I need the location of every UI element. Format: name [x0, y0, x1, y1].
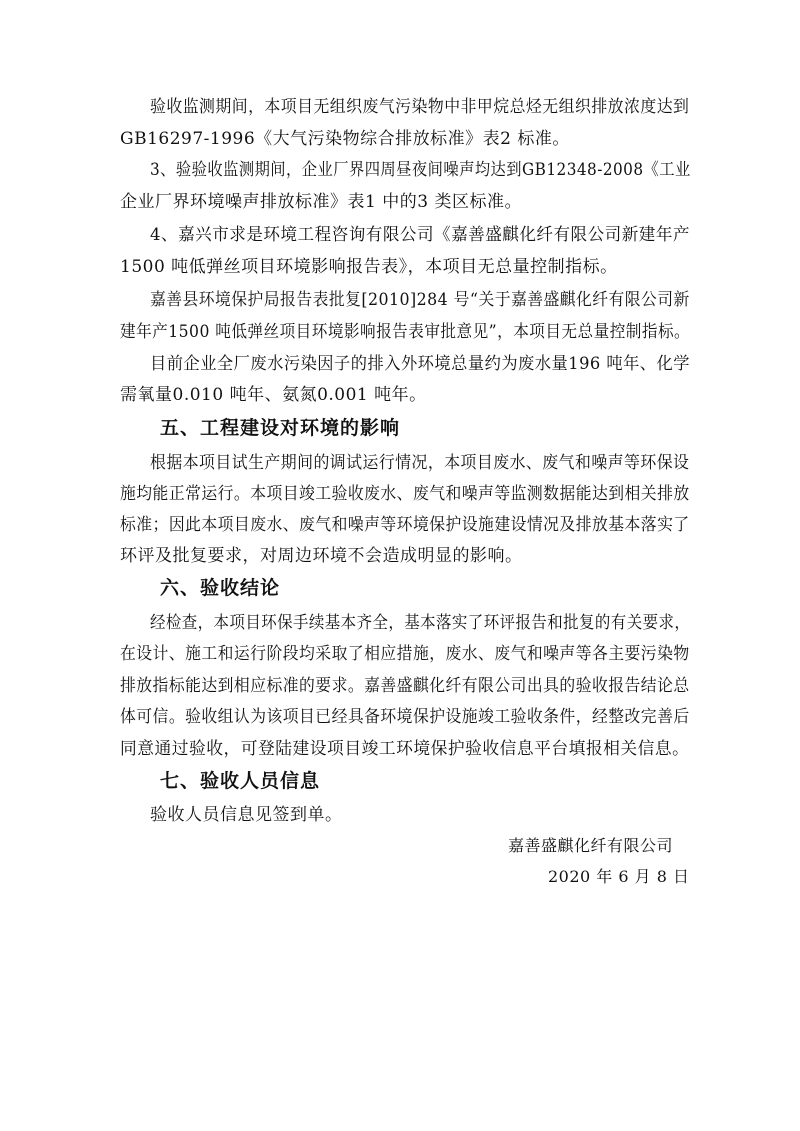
signature-company: 嘉善盛麒化纤有限公司 — [508, 836, 674, 855]
paragraph-line: 需氧量0.010 吨年、氨氮0.001 吨年。 — [120, 385, 427, 405]
section-heading: 五、工程建设对环境的影响 — [160, 417, 401, 439]
paragraph-line: 建年产1500 吨低弹丝项目环境影响报告表审批意见”，本项目无总量控制指标。 — [120, 322, 691, 342]
paragraph-line: 在设计、施工和运行阶段均采取了相应措施，废水、废气和噪声等各主要污染物 — [120, 644, 690, 664]
paragraph-line: 验收监测期间，本项目无组织废气污染物中非甲烷总烃无组织排放浓度达到 — [150, 97, 690, 117]
paragraph-line: 环评及批复要求，对周边环境不会造成明显的影响。 — [120, 546, 523, 566]
paragraph-line: 施均能正常运行。本项目竣工验收废水、废气和噪声等监测数据能达到相关排放 — [120, 484, 690, 504]
paragraph-line: 嘉善县环境保护局报告表批复[2010]284 号“关于嘉善盛麒化纤有限公司新 — [150, 290, 690, 310]
paragraph-line: 3、验验收监测期间，企业厂界四周昼夜间噪声均达到GB12348-2008《工业 — [150, 160, 691, 180]
paragraph-line: 4、嘉兴市求是环境工程咨询有限公司《嘉善盛麒化纤有限公司新建年产 — [150, 225, 690, 245]
paragraph-line: 同意通过验收，可登陆建设项目竣工环境保护验收信息平台填报相关信息。 — [120, 739, 690, 759]
section-heading: 七、验收人员信息 — [160, 770, 321, 792]
signature-date: 2020 年 6 月 8 日 — [548, 867, 690, 886]
paragraph-line: 体可信。验收组认为该项目已经具备环境保护设施竣工验收条件，经整改完善后 — [120, 707, 690, 727]
paragraph-line: 根据本项目试生产期间的调试运行情况，本项目废水、废气和噪声等环保设 — [150, 453, 690, 473]
paragraph-line: 经检查，本项目环保手续基本齐全，基本落实了环评报告和批复的有关要求， — [150, 613, 691, 633]
paragraph-line: 目前企业全厂废水污染因子的排入外环境总量约为废水量196 吨年、化学 — [150, 354, 691, 374]
paragraph-line: 验收人员信息见签到单。 — [150, 805, 343, 825]
paragraph-line: 标准；因此本项目废水、废气和噪声等环境保护设施建设情况及排放基本落实了 — [120, 515, 690, 535]
paragraph-line: 企业厂界环境噪声排放标准》表1 中的3 类区标准。 — [120, 192, 522, 212]
paragraph-line: 排放指标能达到相应标准的要求。嘉善盛麒化纤有限公司出具的验收报告结论总 — [120, 676, 690, 696]
section-heading: 六、验收结论 — [160, 577, 281, 599]
paragraph-line: 1500 吨低弹丝项目环境影响报告表》，本项目无总量控制指标。 — [120, 257, 618, 277]
paragraph-line: GB16297-1996《大气污染物综合排放标准》表2 标准。 — [120, 129, 570, 149]
